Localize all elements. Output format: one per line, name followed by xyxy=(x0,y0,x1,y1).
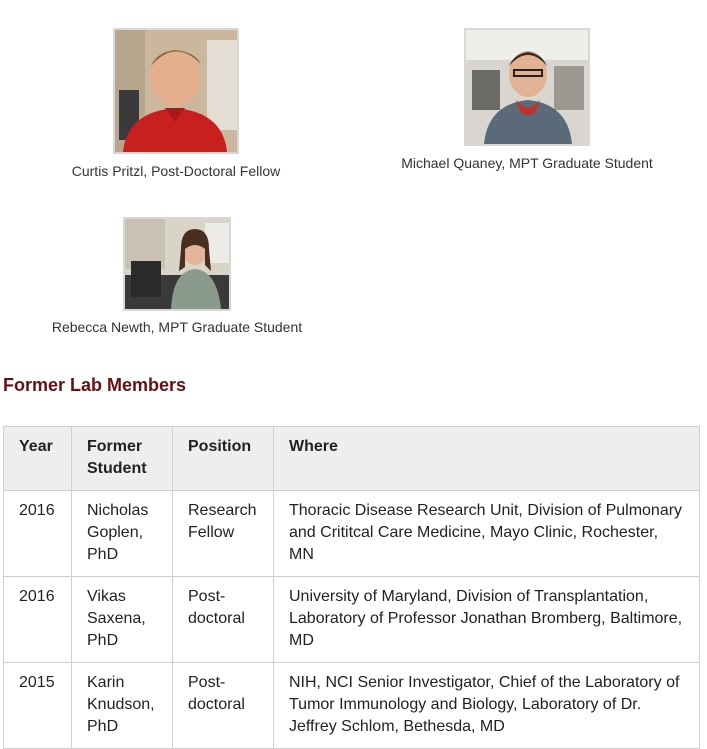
member-caption: Curtis Pritzl, Post-Doctoral Fellow xyxy=(71,163,281,179)
member-card-curtis xyxy=(60,28,292,179)
cell-where: University of Maryland, Division of Transplantation, Laboratory of Professor Jonathan Bromberg, Baltimore, MD xyxy=(274,577,700,663)
table-row xyxy=(4,663,700,749)
former-members-heading: Former Lab Members xyxy=(3,375,187,395)
table-header-row xyxy=(4,427,700,491)
cell-position: Post-doctoral xyxy=(173,577,274,663)
cell-where: NIH, NCI Senior Investigator, Chief of the Laboratory of Tumor Immunology and Biology, Laboratory of Dr. Jeffrey Schlom, Bethesda, MD xyxy=(274,663,700,749)
member-photo[interactable] xyxy=(123,217,231,311)
member-caption: Michael Quaney, MPT Graduate Student xyxy=(401,155,653,171)
table-row xyxy=(4,491,700,577)
person-photo-icon xyxy=(125,219,229,309)
column-header-year: Year xyxy=(4,427,72,491)
former-members-table xyxy=(3,426,700,749)
table-row xyxy=(4,577,700,663)
cell-year: 2016 xyxy=(4,577,72,663)
column-header-student: Former Student xyxy=(72,427,173,491)
cell-year: 2016 xyxy=(4,491,72,577)
member-photo[interactable] xyxy=(464,28,590,146)
cell-position: Post-doctoral xyxy=(173,663,274,749)
cell-year: 2015 xyxy=(4,663,72,749)
cell-student: Nicholas Goplen, PhD xyxy=(72,491,173,577)
person-photo-icon xyxy=(466,30,588,144)
cell-where: Thoracic Disease Research Unit, Division of Pulmonary and Crititcal Care Medicine, Mayo Clinic, Rochester, MN xyxy=(274,491,700,577)
cell-student: Vikas Saxena, PhD xyxy=(72,577,173,663)
member-card-michael xyxy=(396,28,658,171)
column-header-position: Position xyxy=(173,427,274,491)
member-card-rebecca xyxy=(46,217,308,335)
person-photo-icon xyxy=(115,30,237,152)
member-photo[interactable] xyxy=(113,28,239,154)
member-caption: Rebecca Newth, MPT Graduate Student xyxy=(51,319,303,335)
cell-student: Karin Knudson, PhD xyxy=(72,663,173,749)
column-header-where: Where xyxy=(274,427,700,491)
cell-position: Research Fellow xyxy=(173,491,274,577)
